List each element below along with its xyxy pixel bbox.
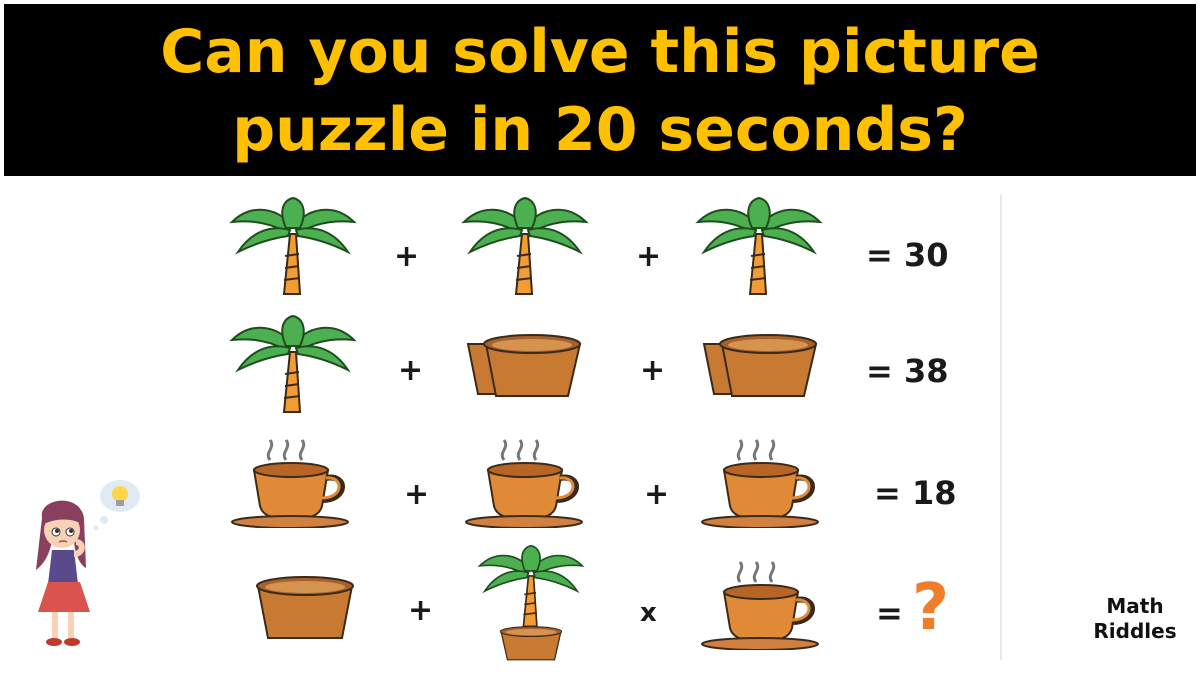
multiply-operator: x <box>640 598 657 628</box>
palm-tree-icon <box>228 196 358 296</box>
thinking-girl-icon <box>30 478 140 653</box>
plus-operator: + <box>394 239 420 274</box>
question-mark-answer: ? <box>912 571 950 645</box>
brand-line-2: Riddles <box>1093 619 1177 643</box>
plus-operator: + <box>398 353 424 388</box>
double-pot-icon <box>700 330 820 400</box>
plus-operator: + <box>644 477 670 512</box>
palm-tree-icon <box>228 314 358 414</box>
plus-operator: + <box>636 239 662 274</box>
coffee-cup-icon <box>230 438 360 528</box>
brand-line-1: Math <box>1106 594 1164 618</box>
pot-icon <box>250 572 360 642</box>
plus-operator: + <box>640 353 666 388</box>
headline-line-2: puzzle in 20 seconds? <box>232 95 968 165</box>
plus-operator: + <box>408 593 434 628</box>
plus-operator: + <box>404 477 430 512</box>
coffee-cup-icon <box>464 438 594 528</box>
double-pot-icon <box>464 330 584 400</box>
row-4-equals: = <box>876 594 903 632</box>
coffee-cup-icon <box>700 560 830 650</box>
row-3-result: = 18 <box>874 474 957 512</box>
headline-line-1: Can you solve this picture <box>160 17 1040 87</box>
vertical-divider <box>1000 195 1002 660</box>
coffee-cup-icon <box>700 438 830 528</box>
row-2-result: = 38 <box>866 352 949 390</box>
palm-tree-icon <box>460 196 590 296</box>
potted-palm-tree-icon <box>466 544 596 662</box>
palm-tree-icon <box>694 196 824 296</box>
title-banner <box>4 4 1196 176</box>
row-1-result: = 30 <box>866 236 949 274</box>
brand-label <box>1080 594 1190 644</box>
